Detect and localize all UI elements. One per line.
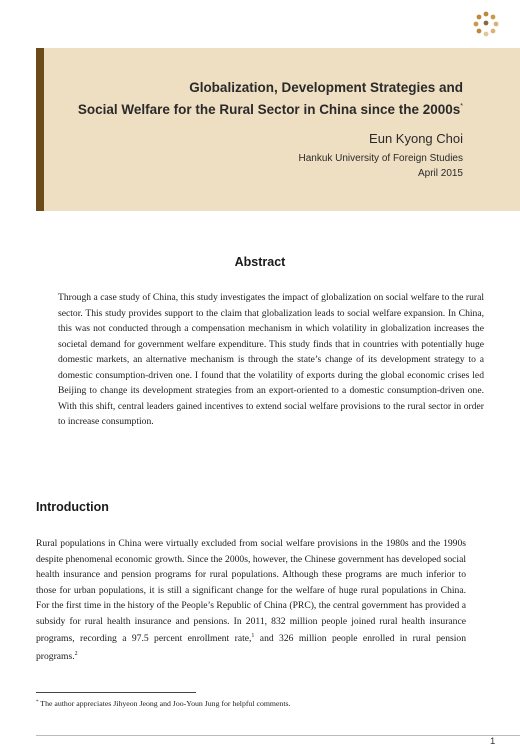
abstract-heading: Abstract [234,255,286,269]
footnote-ref-2: 2 [74,650,78,657]
intro-text-part2: and 326 million people enrolled in rural pension programs. [36,633,466,662]
title-banner-accent-bar [36,48,44,211]
dots-logo-icon [470,10,502,48]
footnote-ref-1: 1 [251,633,255,639]
footnote [36,697,476,709]
page-footer-rule [36,735,520,736]
paper-title-line1: Globalization, Development Strategies and [189,80,463,95]
footnote-mark: * [36,700,39,705]
footnote-divider [36,692,196,693]
intro-text-part1: Rural populations in China were virtually excluded from social welfare provisions in the 1980s and the 1990s despite phenomenal economic growth. Since the 2000s, however, the Chinese government has developed social health insurance and pension programs for rural populations. Although these programs are much inferior to those for urban populations, it is still a significant change for the welfare of huge rural populations in China. For the first time in the history of the People’s Republic of China (PRC), the central government has provided a subsidy for rural health insurance and pensions. In 2011, 832 million people joined rural health insurance programs, recording a 97.5 percent enrollment rate, [36,538,466,644]
introduction-heading: Introduction [36,500,109,514]
author-name: Eun Kyong Choi [369,131,463,146]
page-number: 1 [490,736,496,747]
title-banner [36,48,520,211]
title-footnote-mark: * [460,103,463,110]
author-affiliation: Hankuk University of Foreign Studies [298,153,463,164]
footnote-text: The author appreciates Jihyeon Jeong and Joo-Youn Jung for helpful comments. [38,699,291,708]
abstract-text: Through a case study of China, this study investigates the impact of globalization on social welfare to the rural sector. This study provides support to the claim that globalization leads to social welfare expansion. In China, this was not conducted through a compensation mechanism in which volatility in globalization increases the societal demand for government welfare expenditure. This study finds that in countries with potentially huge domestic markets, an alternative mechanism is through the state’s change of its development strategy to a domestic consumption-driven one. I found that the volatility of exports during the global economic crises led Beijing to change its development strategies from an export-oriented to a domestic consumption-driven one. With this shift, central leaders gained incentives to extend social welfare provisions to the rural sector in order to increase consumption. [58,292,484,427]
publication-date: April 2015 [417,168,463,179]
introduction-text [36,536,466,664]
paper-title-line2: Social Welfare for the Rural Sector in China since the 2000s [77,102,461,117]
paper-title [33,78,463,119]
